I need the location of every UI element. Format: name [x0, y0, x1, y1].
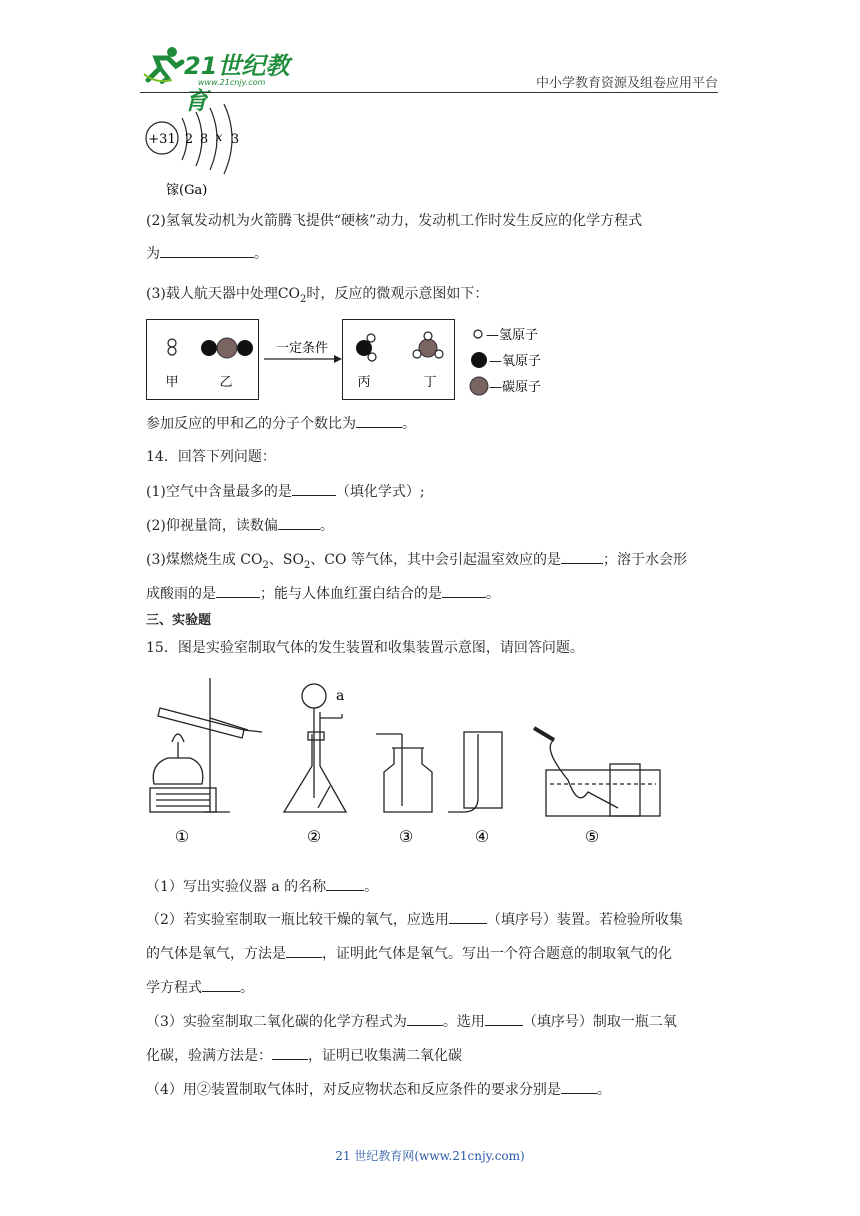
answer-blank[interactable]: [449, 909, 487, 924]
q15-part1: （1）写出实验仪器 a 的名称 。: [146, 876, 378, 897]
answer-blank[interactable]: [216, 583, 260, 598]
gallium-atom-diagram: [140, 104, 250, 200]
q13-part2-line1: (2)氢氧发动机为火箭腾飞提供“硬核”动力，发动机工作时发生反应的化学方程式: [146, 213, 643, 229]
apparatus-3-label: ③: [398, 827, 414, 846]
q15-part4: （4）用②装置制取气体时，对反应物状态和反应条件的要求分别是 。: [146, 1079, 611, 1100]
answer-blank[interactable]: [278, 515, 320, 530]
q14-part2: (2)仰视量筒，读数偏 。: [146, 515, 334, 536]
funnel-label-a: a: [336, 688, 345, 704]
answer-blank[interactable]: [442, 583, 486, 598]
q13-part3-stem: (3)载人航天器中处理$CO_2$时，反应的微观示意图如下：: [146, 286, 489, 305]
legend-hydrogen: —氢原子: [486, 328, 539, 343]
q14-part3-line1: (3)煤燃烧生成 $CO_2$、$SO_2$、CO 等气体，其中会引起温室效应的是 ；溶于水会形: [146, 549, 687, 576]
label-yi: 乙: [219, 375, 233, 390]
page-footer: 21 世纪教育网(www.21cnjy.com): [335, 1149, 525, 1163]
answer-blank[interactable]: [292, 481, 336, 496]
site-title: 中小学教育资源及组卷应用平台: [535, 76, 718, 91]
apparatus-5-label: ⑤: [584, 827, 600, 846]
shell-1-count: 2: [184, 132, 194, 147]
answer-blank[interactable]: [286, 943, 322, 958]
q15-stem: 15．图是实验室制取气体的发生装置和收集装置示意图，请回答问题。: [146, 640, 584, 656]
logo-url: www.21cnjy.com: [198, 78, 266, 87]
lab-apparatus-diagram: [148, 668, 668, 850]
apparatus-4-label: ④: [474, 827, 490, 846]
answer-blank[interactable]: [160, 243, 254, 258]
answer-blank[interactable]: [356, 413, 402, 428]
label-bing: 丙: [357, 375, 371, 390]
element-caption: 镓(Ga): [166, 183, 208, 198]
shell-2-count: 8: [199, 132, 209, 147]
apparatus-2-label: ②: [306, 827, 322, 846]
logo-text: 21世纪教育: [184, 52, 290, 115]
q14-part3-line2: 成酸雨的是 ；能与人体血红蛋白结合的是 。: [146, 583, 500, 604]
q15-part2-line3: 学方程式 。: [146, 977, 254, 998]
q15-part2-line1: （2）若实验室制取一瓶比较干燥的氧气，应选用 （填序号）装置。若检验所收集: [146, 909, 683, 930]
q15-part2-line2: 的气体是氧气，方法是 ，证明此气体是氧气。写出一个符合题意的制取氧气的化: [146, 943, 672, 964]
apparatus-1-label: ①: [174, 827, 190, 846]
answer-blank[interactable]: [202, 977, 240, 992]
q15-part3-line1: （3）实验室制取二氧化碳的化学方程式为 。选用 （填序号）制取一瓶二氧: [146, 1011, 677, 1032]
answer-blank[interactable]: [326, 876, 364, 891]
nucleus-charge: +31: [148, 132, 176, 147]
answer-blank[interactable]: [561, 1079, 597, 1094]
legend-oxygen: —氧原子: [489, 354, 542, 369]
q14-stem: 14．回答下列问题：: [146, 449, 276, 465]
header-divider: [140, 92, 718, 93]
site-logo: [140, 42, 310, 115]
q13-part2-line2: 为 。: [146, 243, 268, 264]
answer-blank[interactable]: [485, 1011, 523, 1026]
shell-3-count: x: [215, 130, 223, 144]
runner-logo-icon: [142, 44, 186, 84]
reaction-micro-diagram: [146, 318, 566, 402]
q15-part3-line2: 化碳，验满方法是： ，证明已收集满二氧化碳: [146, 1045, 462, 1066]
label-ding: 丁: [423, 375, 437, 390]
reaction-condition: 一定条件: [275, 341, 329, 356]
answer-blank[interactable]: [272, 1045, 308, 1060]
q13-ratio-question: 参加反应的甲和乙的分子个数比为 。: [146, 413, 416, 434]
q14-part1: (1)空气中含量最多的是 （填化学式）;: [146, 481, 425, 502]
label-jia: 甲: [165, 375, 179, 390]
section-title: 三、实验题: [146, 613, 212, 628]
legend-carbon: —碳原子: [489, 380, 542, 395]
shell-4-count: 3: [230, 132, 240, 147]
answer-blank[interactable]: [561, 549, 603, 564]
answer-blank[interactable]: [407, 1011, 443, 1026]
